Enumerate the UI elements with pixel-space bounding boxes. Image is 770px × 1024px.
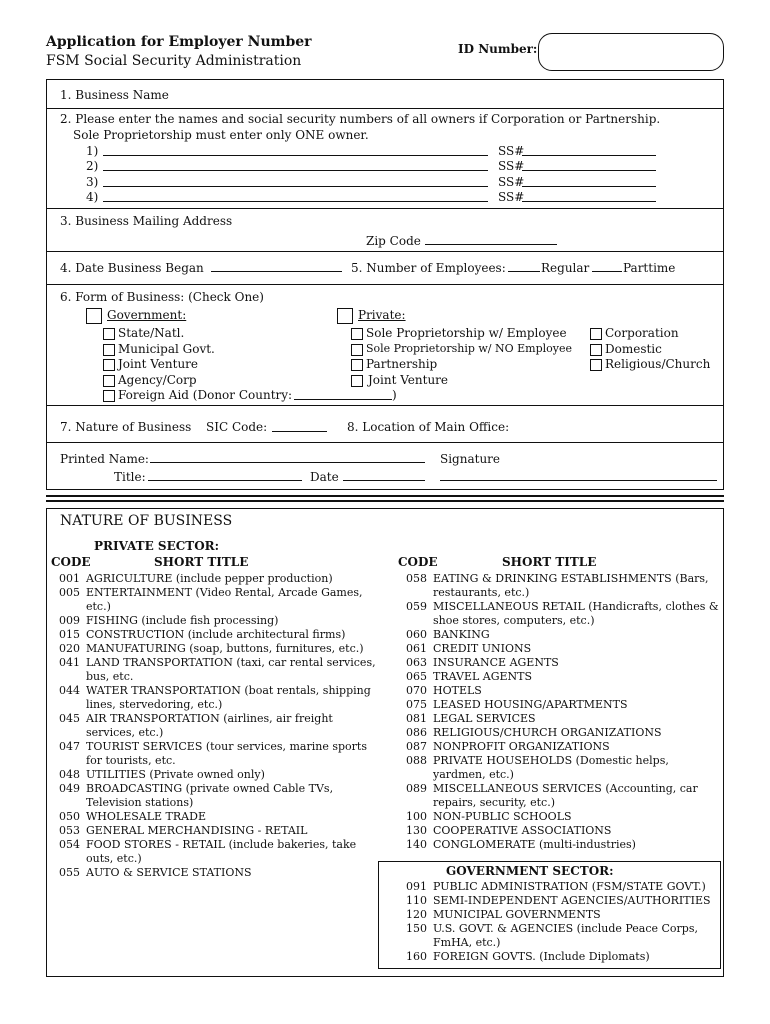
title-field[interactable] <box>148 480 302 481</box>
mailing-address-label: 3. Business Mailing Address <box>60 214 233 228</box>
code-number: 089 <box>406 782 427 795</box>
code-row <box>49 810 381 824</box>
partnership-label: Partnership <box>366 357 438 371</box>
gov-joint-venture-checkbox[interactable] <box>103 359 115 371</box>
private-joint-venture-label: Joint Venture <box>368 373 449 387</box>
date-label: Date <box>310 470 339 484</box>
date-began-label: 4. Date Business Began <box>60 261 204 275</box>
code-description: MANUFATURING (soap, buttons, furnitures, etc.) <box>86 642 364 655</box>
code-description: EATING & DRINKING ESTABLISHMENTS (Bars, restaurants, etc.) <box>433 572 709 599</box>
owners-instruction-2: Sole Proprietorship must enter only ONE owner. <box>73 128 369 142</box>
code-number: 100 <box>406 810 427 823</box>
sole-prop-employee-checkbox[interactable] <box>351 328 363 340</box>
zip-code-label: Zip Code <box>366 234 421 248</box>
code-header-left: CODE <box>51 555 91 569</box>
code-number: 063 <box>406 656 427 669</box>
code-number: 087 <box>406 740 427 753</box>
code-row <box>396 950 723 964</box>
code-number: 050 <box>59 810 80 823</box>
code-row <box>49 866 381 880</box>
code-description: AIR TRANSPORTATION (airlines, air freight services, etc.) <box>86 712 333 739</box>
form-of-business-label: 6. Form of Business: (Check One) <box>60 290 264 304</box>
title-header-right: SHORT TITLE <box>502 555 597 569</box>
code-number: 015 <box>59 628 80 641</box>
owner-2-ss-field[interactable] <box>522 170 656 171</box>
code-row <box>396 782 723 810</box>
code-description: U.S. GOVT. & AGENCIES (include Peace Corps, FmHA, etc.) <box>433 922 698 949</box>
code-row <box>49 838 381 866</box>
donor-country-field[interactable] <box>294 399 392 400</box>
code-number: 081 <box>406 712 427 725</box>
sole-prop-no-employee-checkbox[interactable] <box>351 344 363 356</box>
foreign-aid-label: Foreign Aid (Donor Country: <box>118 388 293 402</box>
form-subtitle: FSM Social Security Administration <box>46 53 302 69</box>
code-row <box>49 824 381 838</box>
domestic-checkbox[interactable] <box>590 344 602 356</box>
code-row <box>49 684 381 712</box>
code-row <box>49 740 381 768</box>
code-number: 005 <box>59 586 80 599</box>
code-row <box>49 656 381 684</box>
code-number: 150 <box>406 922 427 935</box>
code-number: 048 <box>59 768 80 781</box>
code-number: 054 <box>59 838 80 851</box>
code-number: 060 <box>406 628 427 641</box>
code-row <box>396 642 723 656</box>
code-description: BROADCASTING (private owned Cable TVs, Television stations) <box>86 782 334 809</box>
business-name-label: 1. Business Name <box>60 88 169 102</box>
code-row <box>396 908 723 922</box>
owners-instruction: 2. Please enter the names and social security numbers of all owners if Corporation or Partnership. <box>60 112 661 126</box>
code-description: SEMI-INDEPENDENT AGENCIES/AUTHORITIES <box>433 894 711 907</box>
code-row <box>49 768 381 782</box>
code-number: 044 <box>59 684 80 697</box>
code-description: NON-PUBLIC SCHOOLS <box>433 810 572 823</box>
owner-3-ss-field[interactable] <box>522 186 656 187</box>
code-row <box>396 880 723 894</box>
code-number: 020 <box>59 642 80 655</box>
agency-corp-label: Agency/Corp <box>118 373 197 387</box>
printed-name-label: Printed Name: <box>60 452 149 466</box>
private-label: Private: <box>358 308 406 322</box>
code-description: NONPROFIT ORGANIZATIONS <box>433 740 610 753</box>
code-number: 140 <box>406 838 427 851</box>
agency-corp-checkbox[interactable] <box>103 375 115 387</box>
code-number: 091 <box>406 880 427 893</box>
code-number: 065 <box>406 670 427 683</box>
code-row <box>396 824 723 838</box>
sic-code-field[interactable] <box>272 431 327 432</box>
code-description: FOOD STORES - RETAIL (include bakeries, take outs, etc.) <box>86 838 357 865</box>
gov-joint-venture-label: Joint Venture <box>118 357 199 371</box>
corporation-checkbox[interactable] <box>590 328 602 340</box>
sic-code-label: SIC Code: <box>206 420 268 434</box>
owner-2-label: 2) <box>86 159 99 173</box>
government-checkbox[interactable] <box>86 308 102 324</box>
owner-2-ss-label: SS# <box>498 159 525 173</box>
code-row <box>396 698 723 712</box>
code-number: 009 <box>59 614 80 627</box>
code-row <box>396 922 723 950</box>
code-description: GENERAL MERCHANDISING - RETAIL <box>86 824 308 837</box>
religious-church-checkbox[interactable] <box>590 359 602 371</box>
title-label: Title: <box>114 470 146 484</box>
code-number: 049 <box>59 782 80 795</box>
code-number: 070 <box>406 684 427 697</box>
code-number: 053 <box>59 824 80 837</box>
main-office-label: 8. Location of Main Office: <box>347 420 510 434</box>
code-row <box>396 838 723 852</box>
code-description: PUBLIC ADMINISTRATION (FSM/STATE GOVT.) <box>433 880 706 893</box>
code-description: INSURANCE AGENTS <box>433 656 559 669</box>
code-row <box>396 740 723 754</box>
corporation-label: Corporation <box>605 326 679 340</box>
foreign-aid-checkbox[interactable] <box>103 390 115 402</box>
date-began-field[interactable] <box>211 271 342 272</box>
code-description: CONGLOMERATE (multi-industries) <box>433 838 636 851</box>
code-row <box>396 670 723 684</box>
section-divider <box>46 495 724 497</box>
code-number: 001 <box>59 572 80 585</box>
owner-3-name-field[interactable] <box>103 186 488 187</box>
code-number: 086 <box>406 726 427 739</box>
code-number: 059 <box>406 600 427 613</box>
owner-1-ss-field[interactable] <box>522 155 656 156</box>
code-row <box>396 684 723 698</box>
code-number: 055 <box>59 866 80 879</box>
code-number: 088 <box>406 754 427 767</box>
owner-1-ss-label: SS# <box>498 144 525 158</box>
owner-3-label: 3) <box>86 175 99 189</box>
code-description: MISCELLANEOUS SERVICES (Accounting, car repairs, security, etc.) <box>433 782 698 809</box>
code-row <box>396 656 723 670</box>
code-description: TOURIST SERVICES (tour services, marine sports for tourists, etc. <box>86 740 367 767</box>
code-number: 120 <box>406 908 427 921</box>
owner-2-name-field[interactable] <box>103 170 488 171</box>
private-sector-heading: PRIVATE SECTOR: <box>94 539 220 553</box>
zip-code-field[interactable] <box>425 244 557 245</box>
government-sector-heading: GOVERNMENT SECTOR: <box>446 864 614 878</box>
code-description: PRIVATE HOUSEHOLDS (Domestic helps, yardmen, etc.) <box>433 754 669 781</box>
code-number: 110 <box>406 894 427 907</box>
printed-name-field[interactable] <box>150 462 425 463</box>
code-description: FOREIGN GOVTS. (Include Diplomats) <box>433 950 650 963</box>
code-row <box>49 586 381 614</box>
owner-1-label: 1) <box>86 144 99 158</box>
code-row <box>396 754 723 782</box>
code-row <box>396 810 723 824</box>
employees-label: 5. Number of Employees: <box>351 261 506 275</box>
code-description: CONSTRUCTION (include architectural firms) <box>86 628 346 641</box>
code-row <box>49 628 381 642</box>
owner-4-ss-label: SS# <box>498 190 525 204</box>
code-description: WHOLESALE TRADE <box>86 810 206 823</box>
code-number: 075 <box>406 698 427 711</box>
owner-4-label: 4) <box>86 190 99 204</box>
code-description: LEASED HOUSING/APARTMENTS <box>433 698 628 711</box>
municipal-govt-checkbox[interactable] <box>103 344 115 356</box>
code-description: CREDIT UNIONS <box>433 642 532 655</box>
code-row <box>49 642 381 656</box>
code-description: AUTO & SERVICE STATIONS <box>86 866 252 879</box>
code-description: TRAVEL AGENTS <box>433 670 533 683</box>
code-description: HOTELS <box>433 684 482 697</box>
code-row <box>49 782 381 810</box>
sole-prop-employee-label: Sole Proprietorship w/ Employee <box>366 326 567 340</box>
private-checkbox[interactable] <box>337 308 353 324</box>
code-description: UTILITIES (Private owned only) <box>86 768 265 781</box>
code-number: 041 <box>59 656 80 669</box>
state-natl-checkbox[interactable] <box>103 328 115 340</box>
code-description: LAND TRANSPORTATION (taxi, car rental services, bus, etc. <box>86 656 376 683</box>
donor-close-paren: ) <box>392 388 397 402</box>
code-description: LEGAL SERVICES <box>433 712 536 725</box>
code-row <box>49 614 381 628</box>
code-description: AGRICULTURE (include pepper production) <box>86 572 333 585</box>
nature-heading: NATURE OF BUSINESS <box>60 513 233 529</box>
code-description: FISHING (include fish processing) <box>86 614 279 627</box>
partnership-checkbox[interactable] <box>351 359 363 371</box>
code-row <box>396 600 723 628</box>
code-description: WATER TRANSPORTATION (boat rentals, shipping lines, stervedoring, etc.) <box>86 684 371 711</box>
religious-church-label: Religious/Church <box>605 357 711 371</box>
code-row <box>396 712 723 726</box>
government-label: Government: <box>107 308 187 322</box>
code-row <box>396 726 723 740</box>
signature-field[interactable] <box>440 480 717 481</box>
title-header-left: SHORT TITLE <box>154 555 249 569</box>
code-row <box>396 572 723 600</box>
parttime-label: Parttime <box>623 261 676 275</box>
code-row <box>396 628 723 642</box>
owner-4-name-field[interactable] <box>103 201 488 202</box>
domestic-label: Domestic <box>605 342 662 356</box>
code-description: MUNICIPAL GOVERNMENTS <box>433 908 601 921</box>
owner-3-ss-label: SS# <box>498 175 525 189</box>
code-row <box>49 712 381 740</box>
private-joint-venture-checkbox[interactable] <box>351 375 363 387</box>
regular-employees-field[interactable] <box>508 271 540 272</box>
code-number: 130 <box>406 824 427 837</box>
owner-1-name-field[interactable] <box>103 155 488 156</box>
section-signature <box>46 443 724 490</box>
id-number-label: ID Number: <box>458 42 538 56</box>
code-number: 160 <box>406 950 427 963</box>
form-title: Application for Employer Number <box>46 34 312 50</box>
code-number: 058 <box>406 572 427 585</box>
code-description: BANKING <box>433 628 490 641</box>
municipal-govt-label: Municipal Govt. <box>118 342 215 356</box>
code-row <box>49 572 381 586</box>
date-field[interactable] <box>343 480 425 481</box>
code-number: 045 <box>59 712 80 725</box>
code-description: COOPERATIVE ASSOCIATIONS <box>433 824 612 837</box>
signature-label: Signature <box>440 452 501 466</box>
id-number-field[interactable] <box>538 33 724 71</box>
sole-prop-no-employee-label: Sole Proprietorship w/ NO Employee <box>366 342 573 355</box>
section-divider-2 <box>46 500 724 502</box>
state-natl-label: State/Natl. <box>118 326 185 340</box>
code-row <box>396 894 723 908</box>
code-description: ENTERTAINMENT (Video Rental, Arcade Games, etc.) <box>86 586 363 613</box>
nature-of-business-label: 7. Nature of Business <box>60 420 192 434</box>
parttime-employees-field[interactable] <box>592 271 622 272</box>
code-header-right: CODE <box>398 555 438 569</box>
code-description: RELIGIOUS/CHURCH ORGANIZATIONS <box>433 726 662 739</box>
regular-label: Regular <box>541 261 590 275</box>
code-description: MISCELLANEOUS RETAIL (Handicrafts, clothes & shoe stores, computers, etc.) <box>433 600 719 627</box>
code-number: 061 <box>406 642 427 655</box>
code-number: 047 <box>59 740 80 753</box>
owner-4-ss-field[interactable] <box>522 201 656 202</box>
